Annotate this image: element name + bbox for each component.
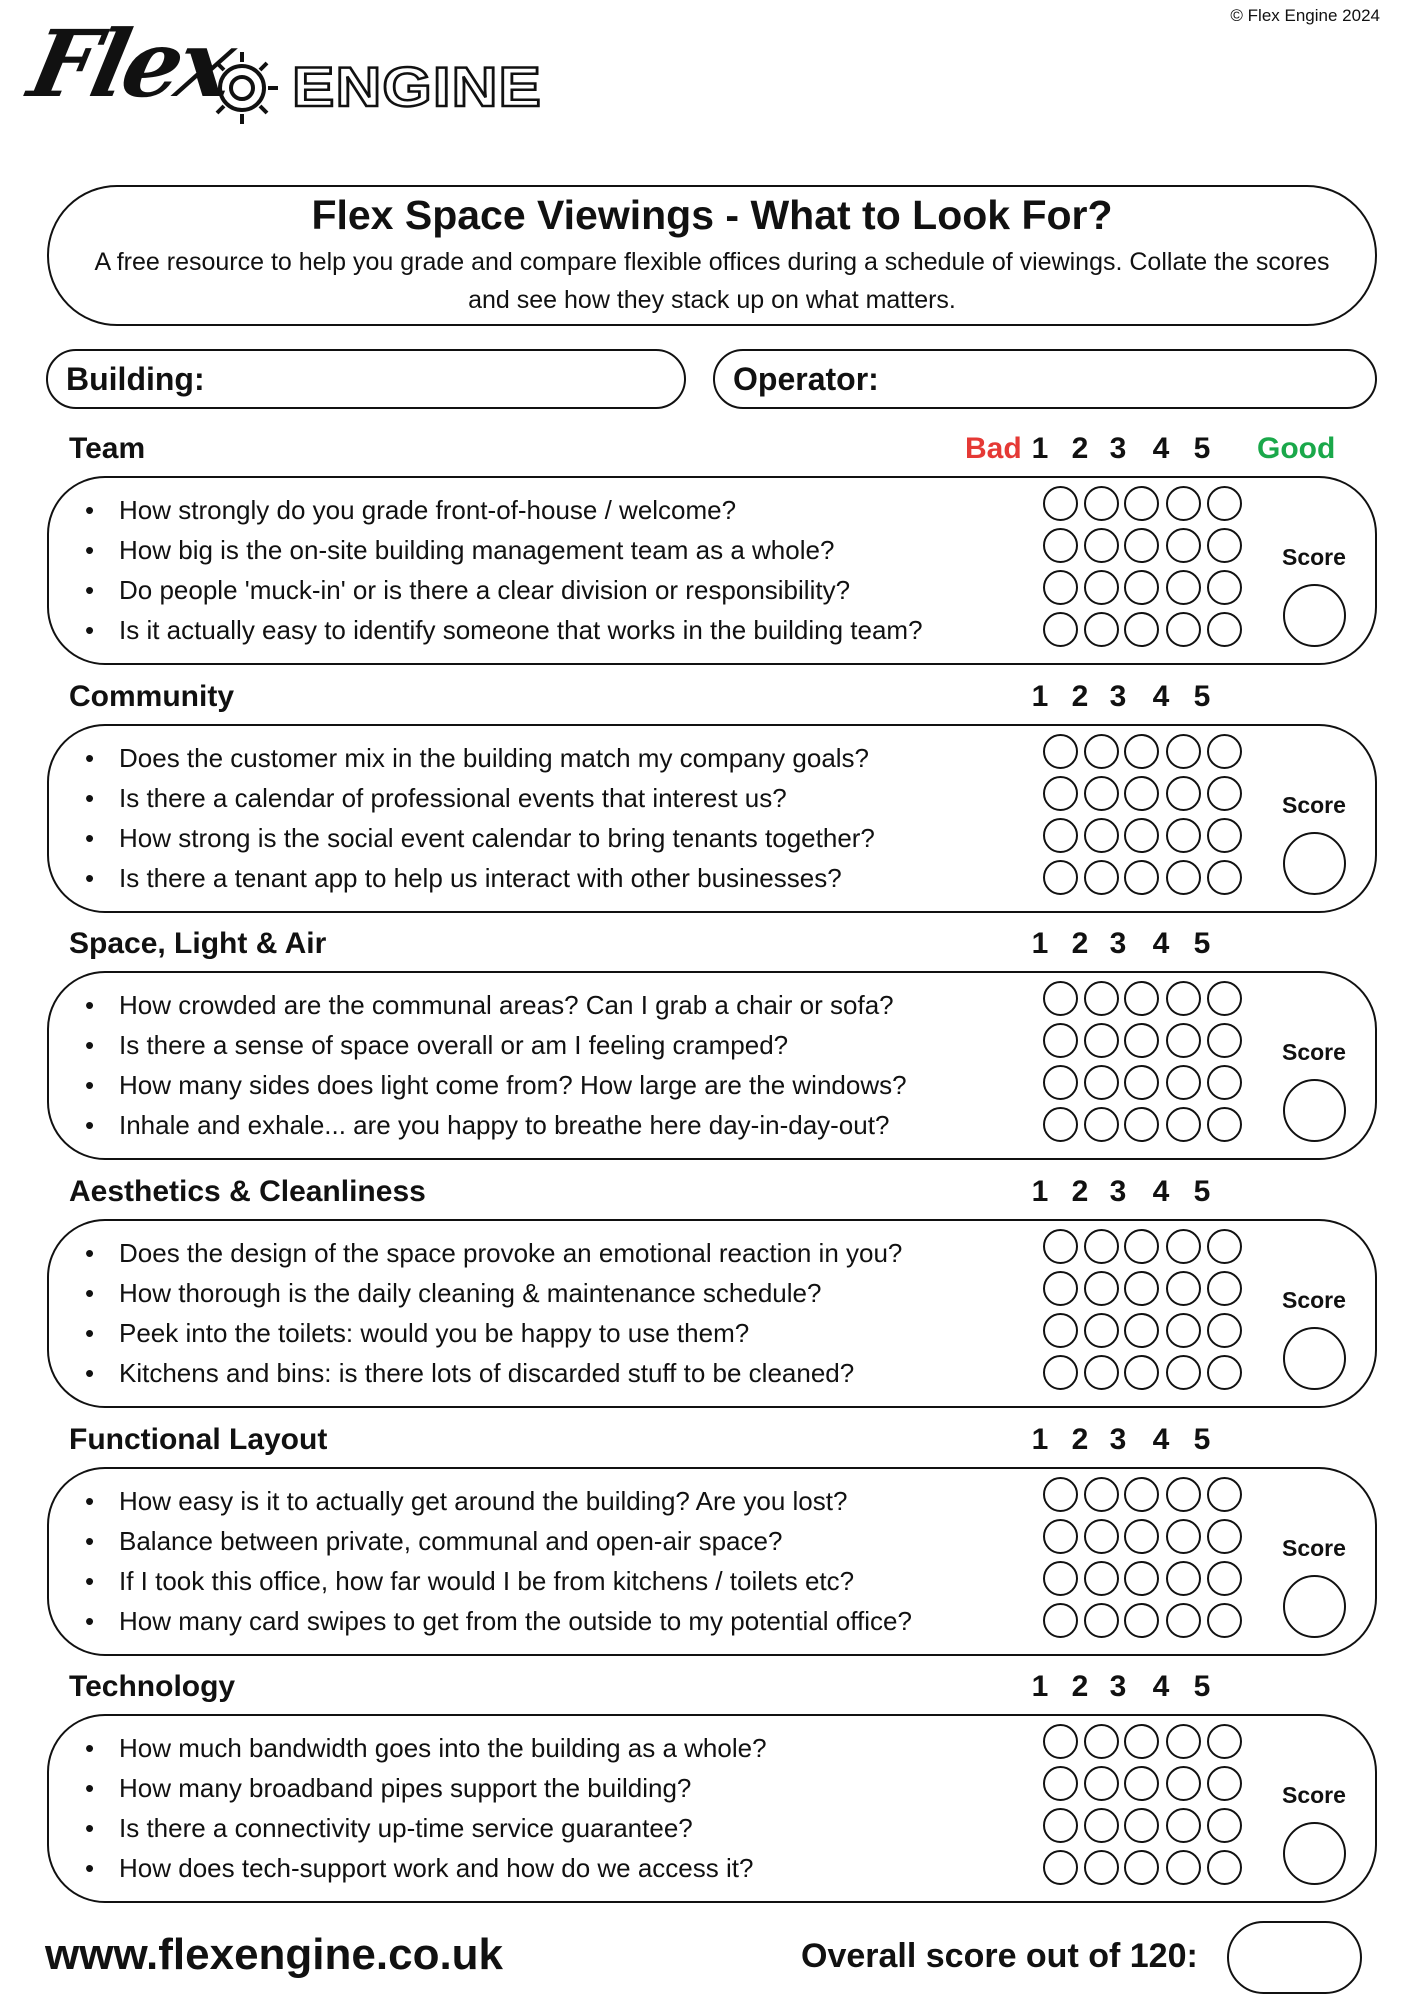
- rating-circle-3[interactable]: [1124, 1065, 1159, 1100]
- rating-circle-3[interactable]: [1124, 1850, 1159, 1885]
- rating-circle-1[interactable]: [1043, 1107, 1078, 1142]
- rating-circle-3[interactable]: [1124, 1355, 1159, 1390]
- overall-score-label: Overall score out of 120:: [801, 1937, 1198, 1975]
- section-title: Space, Light & Air: [69, 927, 327, 960]
- rating-circle-1[interactable]: [1043, 1355, 1078, 1390]
- rating-circle-5[interactable]: [1207, 1724, 1242, 1759]
- section-title: Team: [69, 432, 146, 465]
- scale-number: 3: [1109, 927, 1127, 960]
- rating-circle-1[interactable]: [1043, 1065, 1078, 1100]
- scale-number: 3: [1109, 1423, 1127, 1456]
- operator-label: Operator:: [733, 361, 879, 397]
- scale-number: 3: [1109, 1670, 1127, 1703]
- scale-number: 2: [1071, 927, 1089, 960]
- rating-circle-5[interactable]: [1207, 981, 1242, 1016]
- rating-circle-2[interactable]: [1084, 981, 1119, 1016]
- scale-number: 2: [1071, 1175, 1089, 1208]
- rating-circle-3[interactable]: [1124, 1766, 1159, 1801]
- rating-circle-3[interactable]: [1124, 1477, 1159, 1512]
- scale-number: 5: [1193, 1670, 1211, 1703]
- question-panel: [47, 476, 1377, 665]
- scale-number: 5: [1193, 680, 1211, 713]
- rating-circle-3[interactable]: [1124, 1313, 1159, 1348]
- question-panel: [47, 1467, 1377, 1656]
- rating-circle-1[interactable]: [1043, 860, 1078, 895]
- question-list: [83, 1233, 902, 1393]
- rating-circle-5[interactable]: [1207, 1519, 1242, 1554]
- rating-circle-3[interactable]: [1124, 1271, 1159, 1306]
- section-header: [0, 1670, 1414, 1716]
- question-item: • Is there a sense of space overall or am I feeling cramped?: [83, 1025, 907, 1065]
- question-list: [83, 490, 923, 650]
- section-header: [0, 680, 1414, 726]
- score-label: Score: [1282, 792, 1346, 818]
- rating-circle-4[interactable]: [1166, 776, 1201, 811]
- question-item: • Does the design of the space provoke an emotional reaction in you?: [83, 1233, 902, 1273]
- score-label: Score: [1282, 1287, 1346, 1313]
- scale-number: 5: [1193, 1423, 1211, 1456]
- page-subtitle: A free resource to help you grade and compare flexible offices during a schedule of viewings. Collate the scores and see how they stack up on what matters.: [94, 248, 1330, 314]
- rating-circle-2[interactable]: [1084, 818, 1119, 853]
- rating-circle-2[interactable]: [1084, 1850, 1119, 1885]
- question-item: • How thorough is the daily cleaning & maintenance schedule?: [83, 1273, 902, 1313]
- rating-circle-4[interactable]: [1166, 1519, 1201, 1554]
- rating-circle-3[interactable]: [1124, 528, 1159, 563]
- rating-circle-3[interactable]: [1124, 776, 1159, 811]
- question-list: [83, 1728, 767, 1888]
- rating-circle-3[interactable]: [1124, 612, 1159, 647]
- question-item: • How big is the on-site building management team as a whole?: [83, 530, 923, 570]
- rating-circle-5[interactable]: [1207, 612, 1242, 647]
- rating-circle-5[interactable]: [1207, 1355, 1242, 1390]
- copyright-notice: © Flex Engine 2024: [1230, 6, 1380, 25]
- question-item: • Do people 'muck-in' or is there a clear division or responsibility?: [83, 570, 923, 610]
- question-item: • How many sides does light come from? How large are the windows?: [83, 1065, 907, 1105]
- scale-number: 1: [1031, 1423, 1049, 1456]
- rating-circle-4[interactable]: [1166, 1561, 1201, 1596]
- scale-number: 5: [1193, 432, 1211, 465]
- rating-circle-4[interactable]: [1166, 1355, 1201, 1390]
- rating-circle-4[interactable]: [1166, 818, 1201, 853]
- rating-circle-5[interactable]: [1207, 1271, 1242, 1306]
- score-label: Score: [1282, 1039, 1346, 1065]
- rating-circle-1[interactable]: [1043, 734, 1078, 769]
- section-title: Community: [69, 680, 234, 713]
- rating-circle-2[interactable]: [1084, 1023, 1119, 1058]
- rating-circle-2[interactable]: [1084, 1107, 1119, 1142]
- rating-circle-4[interactable]: [1166, 1313, 1201, 1348]
- section-header: [0, 1175, 1414, 1221]
- logo-script-text: Flex: [20, 10, 242, 118]
- rating-circle-5[interactable]: [1207, 860, 1242, 895]
- rating-circle-1[interactable]: [1043, 486, 1078, 521]
- question-item: • Is there a calendar of professional events that interest us?: [83, 778, 875, 818]
- rating-circle-5[interactable]: [1207, 1766, 1242, 1801]
- rating-circle-2[interactable]: [1084, 570, 1119, 605]
- website-link[interactable]: www.flexengine.co.uk: [45, 1930, 504, 1979]
- question-item: • How much bandwidth goes into the building as a whole?: [83, 1728, 767, 1768]
- scale-number: 1: [1031, 1175, 1049, 1208]
- rating-circle-2[interactable]: [1084, 1561, 1119, 1596]
- rating-circle-4[interactable]: [1166, 528, 1201, 563]
- scale-number: 2: [1071, 432, 1089, 465]
- question-panel: [47, 1219, 1377, 1408]
- flex-engine-logo: [20, 6, 540, 146]
- question-panel: [47, 724, 1377, 913]
- rating-circle-1[interactable]: [1043, 981, 1078, 1016]
- question-item: • Peek into the toilets: would you be happy to use them?: [83, 1313, 902, 1353]
- rating-circle-5[interactable]: [1207, 734, 1242, 769]
- rating-circle-5[interactable]: [1207, 1313, 1242, 1348]
- rating-circle-1[interactable]: [1043, 1477, 1078, 1512]
- rating-circle-3[interactable]: [1124, 1808, 1159, 1843]
- section-header: [0, 1423, 1414, 1469]
- rating-circle-2[interactable]: [1084, 1271, 1119, 1306]
- rating-circle-1[interactable]: [1043, 1808, 1078, 1843]
- score-label: Score: [1282, 1535, 1346, 1561]
- scale-number: 2: [1071, 1670, 1089, 1703]
- gear-icon: [192, 38, 292, 138]
- rating-circle-4[interactable]: [1166, 1766, 1201, 1801]
- rating-circle-3[interactable]: [1124, 486, 1159, 521]
- section-title: Functional Layout: [69, 1423, 328, 1456]
- question-item: • How easy is it to actually get around the building? Are you lost?: [83, 1481, 912, 1521]
- rating-circle-2[interactable]: [1084, 1519, 1119, 1554]
- scale-number: 4: [1152, 1670, 1170, 1703]
- rating-circle-1[interactable]: [1043, 570, 1078, 605]
- rating-circle-5[interactable]: [1207, 570, 1242, 605]
- rating-circle-5[interactable]: [1207, 1603, 1242, 1638]
- question-list: [83, 985, 907, 1145]
- score-label: Score: [1282, 544, 1346, 570]
- question-item: • Is there a tenant app to help us interact with other businesses?: [83, 858, 875, 898]
- section-score-field[interactable]: [1283, 1822, 1346, 1885]
- scale-number: 4: [1152, 680, 1170, 713]
- scale-number: 3: [1109, 680, 1127, 713]
- question-panel: [47, 1714, 1377, 1903]
- rating-circle-4[interactable]: [1166, 1808, 1201, 1843]
- rating-circle-1[interactable]: [1043, 1561, 1078, 1596]
- rating-circle-3[interactable]: [1124, 1724, 1159, 1759]
- scale-number: 4: [1152, 927, 1170, 960]
- scale-number: 1: [1031, 927, 1049, 960]
- scale-number: 1: [1031, 680, 1049, 713]
- scale-number: 1: [1031, 432, 1049, 465]
- building-field[interactable]: [46, 349, 686, 409]
- rating-circle-5[interactable]: [1207, 1107, 1242, 1142]
- rating-circle-3[interactable]: [1124, 818, 1159, 853]
- question-item: • Kitchens and bins: is there lots of discarded stuff to be cleaned?: [83, 1353, 902, 1393]
- scale-number: 4: [1152, 1423, 1170, 1456]
- rating-circle-1[interactable]: [1043, 1850, 1078, 1885]
- rating-circle-4[interactable]: [1166, 981, 1201, 1016]
- scale-number: 3: [1109, 432, 1127, 465]
- rating-circle-4[interactable]: [1166, 1023, 1201, 1058]
- rating-circle-5[interactable]: [1207, 486, 1242, 521]
- rating-circle-2[interactable]: [1084, 860, 1119, 895]
- rating-circle-4[interactable]: [1166, 1850, 1201, 1885]
- rating-circle-4[interactable]: [1166, 612, 1201, 647]
- rating-circle-1[interactable]: [1043, 1766, 1078, 1801]
- operator-field[interactable]: [713, 349, 1377, 409]
- question-item: • Inhale and exhale... are you happy to breathe here day-in-day-out?: [83, 1105, 907, 1145]
- rating-circle-5[interactable]: [1207, 1561, 1242, 1596]
- rating-circle-1[interactable]: [1043, 776, 1078, 811]
- rating-circle-5[interactable]: [1207, 1850, 1242, 1885]
- rating-circle-2[interactable]: [1084, 1065, 1119, 1100]
- question-item: • How many broadband pipes support the building?: [83, 1768, 767, 1808]
- rating-circle-5[interactable]: [1207, 818, 1242, 853]
- question-item: • How many card swipes to get from the outside to my potential office?: [83, 1601, 912, 1641]
- rating-circle-1[interactable]: [1043, 1023, 1078, 1058]
- rating-circle-4[interactable]: [1166, 1477, 1201, 1512]
- section-score-field[interactable]: [1283, 1575, 1346, 1638]
- question-item: • How strong is the social event calendar to bring tenants together?: [83, 818, 875, 858]
- page-title: Flex Space Viewings - What to Look For?: [311, 192, 1113, 238]
- section-title: Aesthetics & Cleanliness: [69, 1175, 426, 1208]
- rating-circle-2[interactable]: [1084, 486, 1119, 521]
- scale-number: 4: [1152, 432, 1170, 465]
- section-score-field[interactable]: [1283, 832, 1346, 895]
- question-item: • How strongly do you grade front-of-house / welcome?: [83, 490, 923, 530]
- rating-circle-5[interactable]: [1207, 528, 1242, 563]
- rating-circle-5[interactable]: [1207, 776, 1242, 811]
- rating-circle-2[interactable]: [1084, 1766, 1119, 1801]
- rating-circle-5[interactable]: [1207, 1229, 1242, 1264]
- score-label: Score: [1282, 1782, 1346, 1808]
- scale-number: 5: [1193, 927, 1211, 960]
- rating-circle-3[interactable]: [1124, 734, 1159, 769]
- rating-circle-1[interactable]: [1043, 818, 1078, 853]
- rating-circle-2[interactable]: [1084, 528, 1119, 563]
- rating-circle-3[interactable]: [1124, 1023, 1159, 1058]
- rating-circle-1[interactable]: [1043, 528, 1078, 563]
- rating-circle-2[interactable]: [1084, 612, 1119, 647]
- question-panel: [47, 971, 1377, 1160]
- rating-circle-2[interactable]: [1084, 1313, 1119, 1348]
- rating-circle-4[interactable]: [1166, 1724, 1201, 1759]
- scale-number: 5: [1193, 1175, 1211, 1208]
- rating-circle-2[interactable]: [1084, 1724, 1119, 1759]
- rating-circle-2[interactable]: [1084, 1229, 1119, 1264]
- question-item: • How does tech-support work and how do we access it?: [83, 1848, 767, 1888]
- rating-circle-5[interactable]: [1207, 1808, 1242, 1843]
- section-header: [0, 432, 1414, 478]
- title-panel: [47, 185, 1377, 326]
- scale-number: 1: [1031, 1670, 1049, 1703]
- question-item: • If I took this office, how far would I be from kitchens / toilets etc?: [83, 1561, 912, 1601]
- rating-circle-1[interactable]: [1043, 1313, 1078, 1348]
- section-title: Technology: [69, 1670, 236, 1703]
- scale-number: 3: [1109, 1175, 1127, 1208]
- rating-circle-1[interactable]: [1043, 1271, 1078, 1306]
- scale-number: 2: [1071, 680, 1089, 713]
- svg-text:ENGINE: ENGINE: [292, 56, 542, 114]
- rating-circle-5[interactable]: [1207, 1065, 1242, 1100]
- scale-number: 4: [1152, 1175, 1170, 1208]
- rating-circle-4[interactable]: [1166, 1603, 1201, 1638]
- question-list: [83, 1481, 912, 1641]
- rating-circle-3[interactable]: [1124, 1107, 1159, 1142]
- rating-circle-2[interactable]: [1084, 1355, 1119, 1390]
- rating-circle-5[interactable]: [1207, 1023, 1242, 1058]
- rating-circle-4[interactable]: [1166, 1065, 1201, 1100]
- section-score-field[interactable]: [1283, 1079, 1346, 1142]
- rating-circle-3[interactable]: [1124, 570, 1159, 605]
- logo-engine-wordmark: [290, 56, 550, 114]
- rating-circle-2[interactable]: [1084, 776, 1119, 811]
- rating-circle-1[interactable]: [1043, 1724, 1078, 1759]
- scale-bad-label: Bad: [965, 432, 1022, 465]
- rating-circle-4[interactable]: [1166, 1107, 1201, 1142]
- rating-circle-4[interactable]: [1166, 860, 1201, 895]
- rating-circle-2[interactable]: [1084, 1808, 1119, 1843]
- scale-good-label: Good: [1257, 432, 1336, 465]
- section-header: [0, 927, 1414, 973]
- section-score-field[interactable]: [1283, 1327, 1346, 1390]
- rating-circle-3[interactable]: [1124, 1561, 1159, 1596]
- rating-circle-1[interactable]: [1043, 1519, 1078, 1554]
- rating-circle-1[interactable]: [1043, 1603, 1078, 1638]
- question-item: • Balance between private, communal and open-air space?: [83, 1521, 912, 1561]
- rating-circle-3[interactable]: [1124, 1519, 1159, 1554]
- question-item: • How crowded are the communal areas? Can I grab a chair or sofa?: [83, 985, 907, 1025]
- rating-circle-3[interactable]: [1124, 1229, 1159, 1264]
- rating-circle-2[interactable]: [1084, 734, 1119, 769]
- rating-circle-4[interactable]: [1166, 570, 1201, 605]
- rating-circle-3[interactable]: [1124, 1603, 1159, 1638]
- rating-circle-2[interactable]: [1084, 1477, 1119, 1512]
- question-list: [83, 738, 875, 898]
- scale-number: 2: [1071, 1423, 1089, 1456]
- rating-circle-3[interactable]: [1124, 981, 1159, 1016]
- overall-score-field[interactable]: [1227, 1921, 1362, 1994]
- question-item: • Is there a connectivity up-time service guarantee?: [83, 1808, 767, 1848]
- rating-circle-4[interactable]: [1166, 734, 1201, 769]
- question-item: • Does the customer mix in the building match my company goals?: [83, 738, 875, 778]
- rating-circle-4[interactable]: [1166, 1271, 1201, 1306]
- rating-circle-3[interactable]: [1124, 860, 1159, 895]
- question-item: • Is it actually easy to identify someone that works in the building team?: [83, 610, 923, 650]
- rating-circle-4[interactable]: [1166, 486, 1201, 521]
- rating-circle-4[interactable]: [1166, 1229, 1201, 1264]
- rating-circle-1[interactable]: [1043, 1229, 1078, 1264]
- rating-circle-2[interactable]: [1084, 1603, 1119, 1638]
- rating-circle-5[interactable]: [1207, 1477, 1242, 1512]
- section-score-field[interactable]: [1283, 584, 1346, 647]
- rating-circle-1[interactable]: [1043, 612, 1078, 647]
- building-label: Building:: [66, 361, 205, 397]
